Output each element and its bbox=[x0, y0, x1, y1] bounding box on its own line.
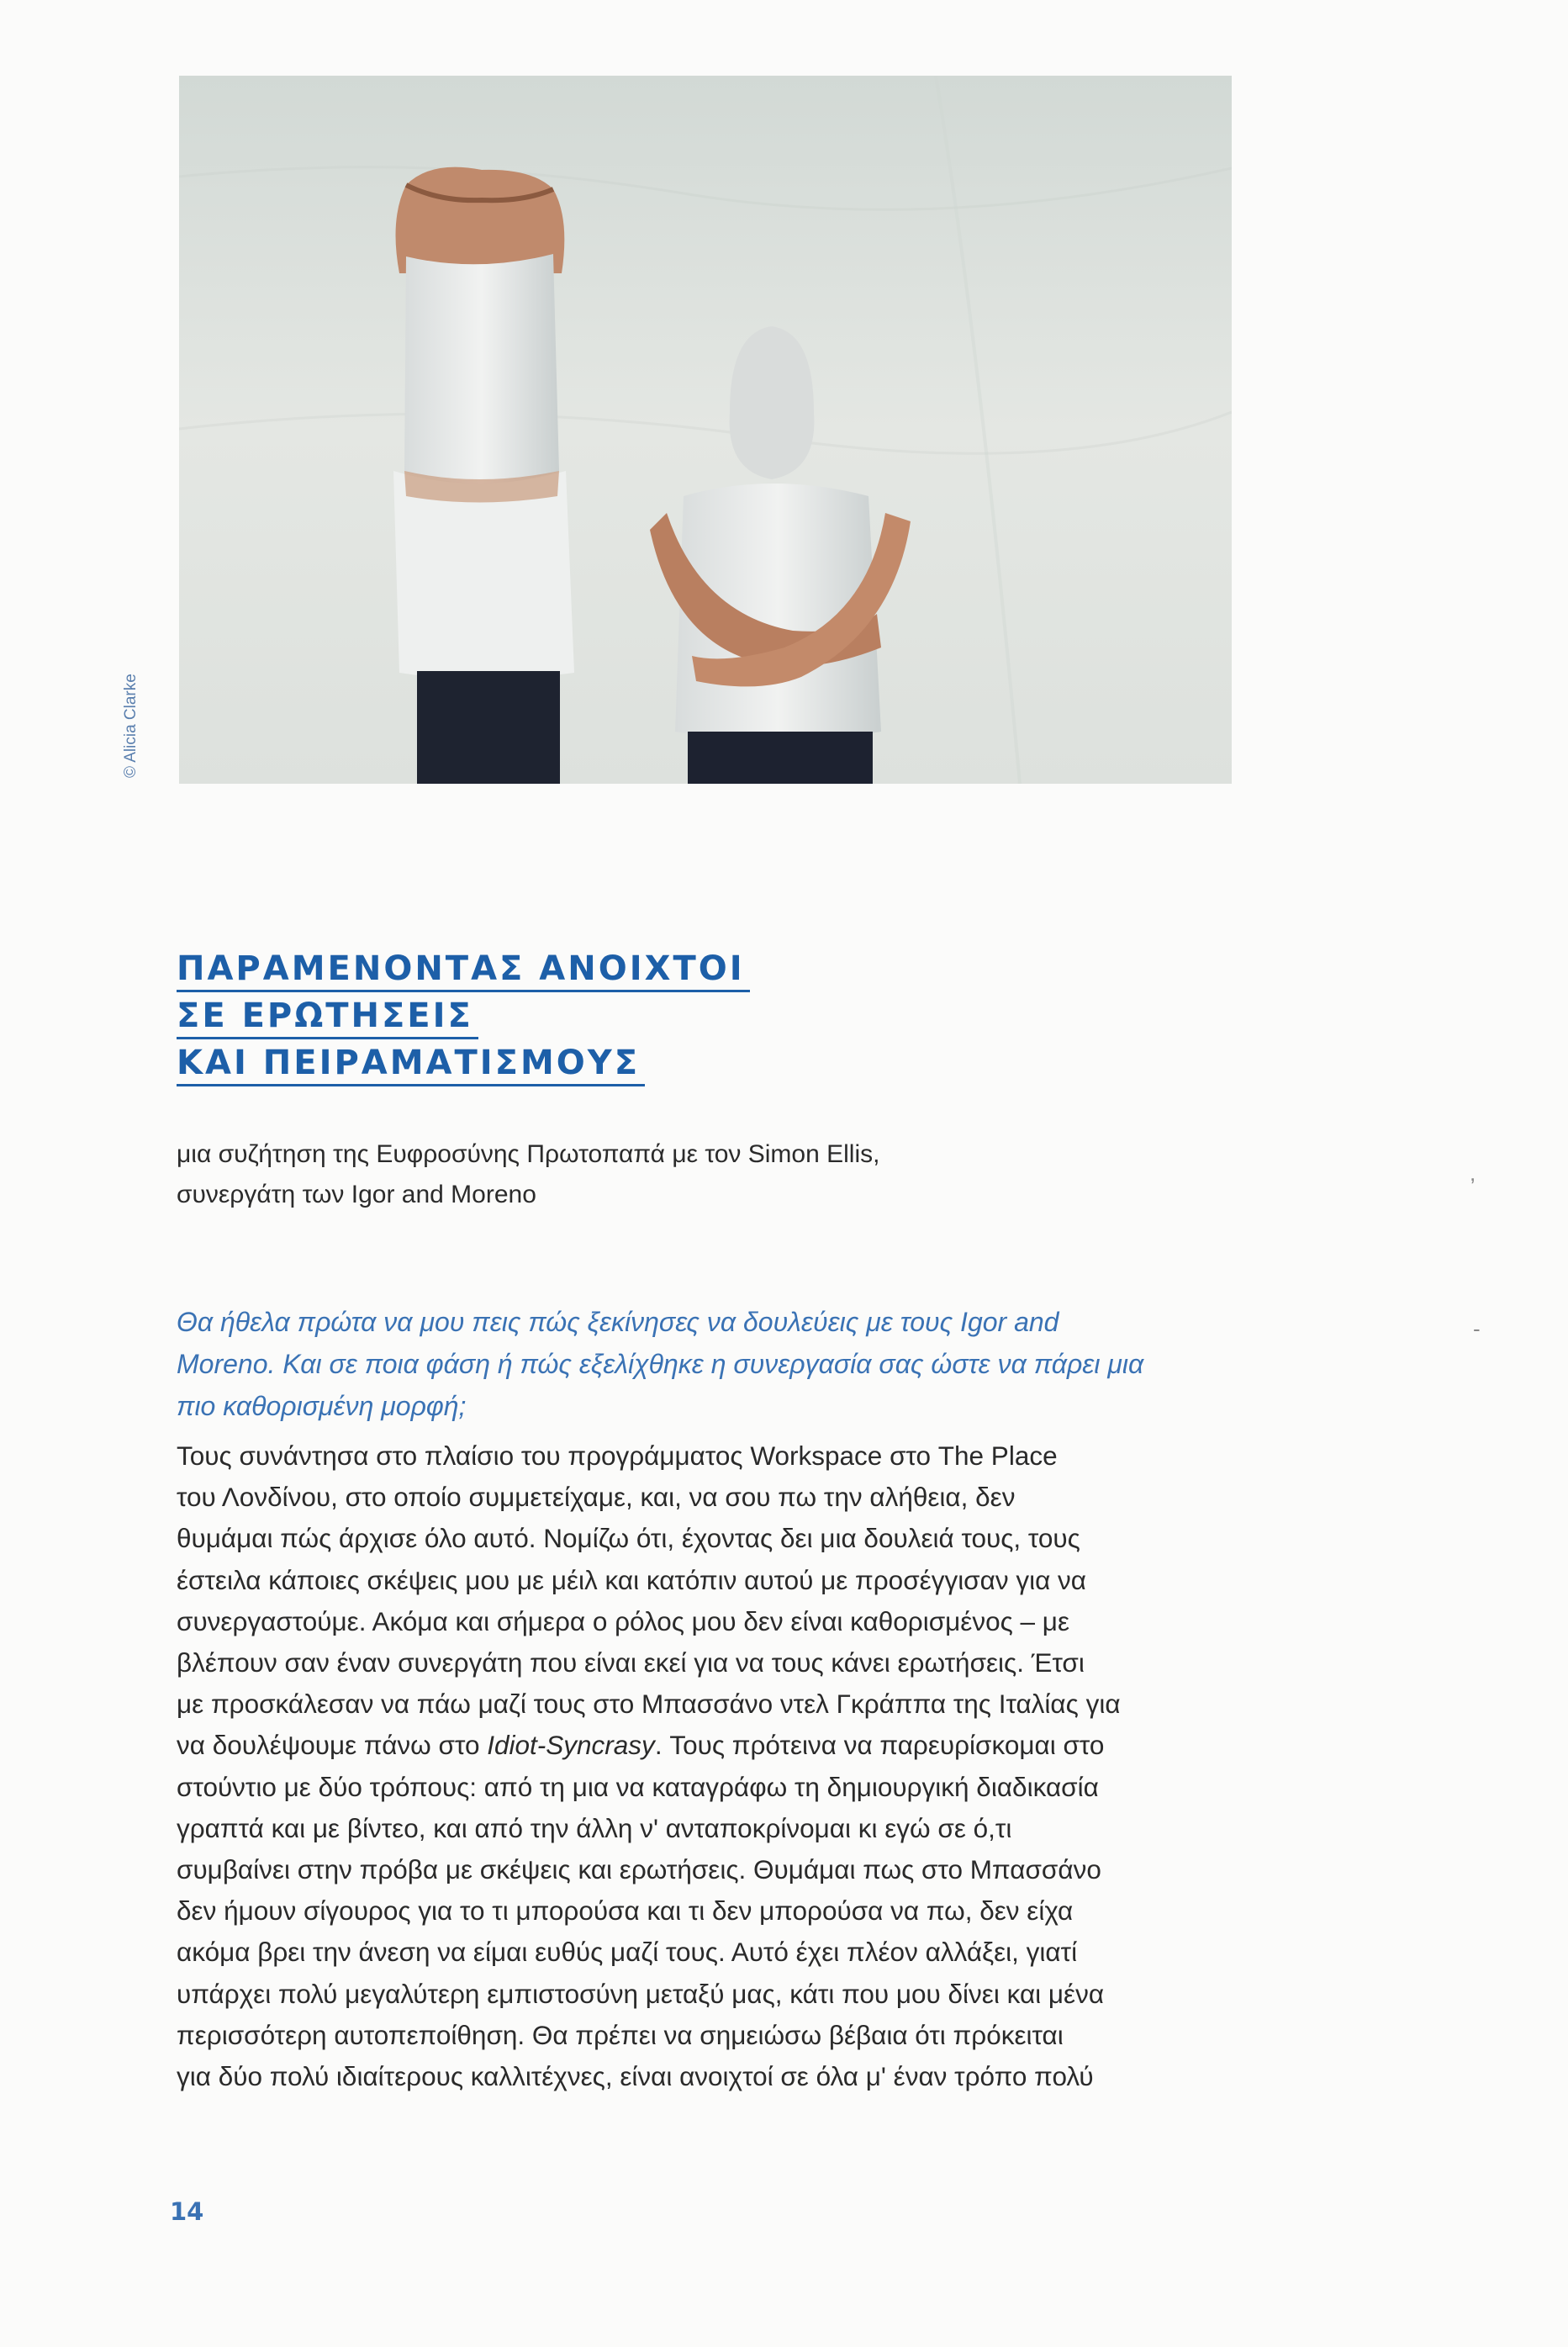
subtitle-line: συνεργάτη των Igor and Moreno bbox=[177, 1181, 536, 1208]
answer-line: υπάρχει πολύ μεγαλύτερη εμπιστοσύνη μεταξύ μας, κάτι που μου δίνει και μένα bbox=[177, 1978, 1105, 2009]
work-title: Idiot-Syncrasy bbox=[487, 1730, 655, 1761]
performance-photo bbox=[179, 76, 1232, 784]
question-line: Θα ήθελα πρώτα να μου πεις πώς ξεκίνησες να δουλεύεις με τους Igor and bbox=[177, 1307, 1059, 1337]
answer-line: θυμάμαι πώς άρχισε όλο αυτό. Νομίζω ότι, έχοντας δει μια δουλειά τους, τους bbox=[177, 1523, 1080, 1554]
answer-line: Τους συνάντησα στο πλαίσιο του προγράμματος Workspace στο The Place bbox=[177, 1440, 1058, 1471]
answer-line bbox=[177, 1725, 1270, 1766]
performer-left bbox=[393, 167, 574, 784]
answer-line: με προσκάλεσαν να πάω μαζί τους στο Μπασσάνο ντελ Γκράππα της Ιταλίας για bbox=[177, 1689, 1121, 1720]
question-line: πιο καθορισμένη μορφή; bbox=[177, 1391, 467, 1421]
answer-line: βλέπουν σαν έναν συνεργάτη που είναι εκεί για να τους κάνει ερωτήσεις. Έτσι bbox=[177, 1647, 1085, 1678]
answer-line: περισσότερη αυτοπεποίθηση. Θα πρέπει να σημειώσω βέβαια ότι πρόκειται bbox=[177, 2019, 1064, 2050]
answer-line: συνεργαστούμε. Ακόμα και σήμερα ο ρόλος μου δεν είναι καθορισμένος – με bbox=[177, 1605, 1069, 1636]
answer-text: να δουλέψουμε πάνω στο bbox=[177, 1730, 488, 1761]
title-line: ΠΑΡΑΜΕΝΟΝΤΑΣ ΑΝΟΙΧΤΟΙ bbox=[177, 948, 750, 992]
interview-answer bbox=[177, 1435, 1270, 2097]
answer-line: στούντιο με δύο τρόπους: από τη μια να καταγράφω τη δημιουργική διαδικασία bbox=[177, 1771, 1099, 1802]
print-mark: - bbox=[1473, 1316, 1481, 1341]
answer-line: γραπτά και με βίντεο, και από την άλλη ν' ανταποκρίνομαι κι εγώ σε ό,τι bbox=[177, 1812, 1012, 1843]
print-mark: , bbox=[1470, 1160, 1476, 1186]
article-title bbox=[177, 945, 849, 1086]
answer-line: του Λονδίνου, στο οποίο συμμετείχαμε, και, να σου πω την αλήθεια, δεν bbox=[177, 1482, 1016, 1513]
answer-line: ακόμα βρει την άνεση να είμαι ευθύς μαζί τους. Αυτό έχει πλέον αλλάξει, γιατί bbox=[177, 1937, 1078, 1968]
article-subtitle bbox=[177, 1134, 1185, 1215]
performance-photo-illustration bbox=[179, 76, 1232, 784]
page-number: 14 bbox=[170, 2197, 204, 2226]
answer-line: για δύο πολύ ιδιαίτερους καλλιτέχνες, είναι ανοιχτοί σε όλα μ' έναν τρόπο πολύ bbox=[177, 2061, 1094, 2092]
answer-line: δεν ήμουν σίγουρος για το τι μπορούσα και τι δεν μπορούσα να πω, δεν είχα bbox=[177, 1895, 1074, 1927]
answer-line: έστειλα κάποιες σκέψεις μου με μέιλ και κατόπιν αυτού με προσέγγισαν για να bbox=[177, 1564, 1087, 1595]
answer-line: συμβαίνει στην πρόβα με σκέψεις και ερωτήσεις. Θυμάμαι πως στο Μπασσάνο bbox=[177, 1854, 1101, 1885]
title-line: ΚΑΙ ΠΕΙΡΑΜΑΤΙΣΜΟΥΣ bbox=[177, 1042, 645, 1086]
photo-credit: © Alicia Clarke bbox=[122, 674, 140, 778]
title-line: ΣΕ ΕΡΩΤΗΣΕΙΣ bbox=[177, 995, 478, 1039]
interview-question bbox=[177, 1301, 1261, 1427]
answer-text: . Τους πρότεινα να παρευρίσκομαι στο bbox=[654, 1730, 1105, 1761]
subtitle-line: μια συζήτηση της Ευφροσύνης Πρωτοπαπά με τον Simon Ellis, bbox=[177, 1140, 880, 1168]
question-line: Moreno. Και σε ποια φάση ή πώς εξελίχθηκε η συνεργασία σας ώστε να πάρει μια bbox=[177, 1349, 1144, 1379]
